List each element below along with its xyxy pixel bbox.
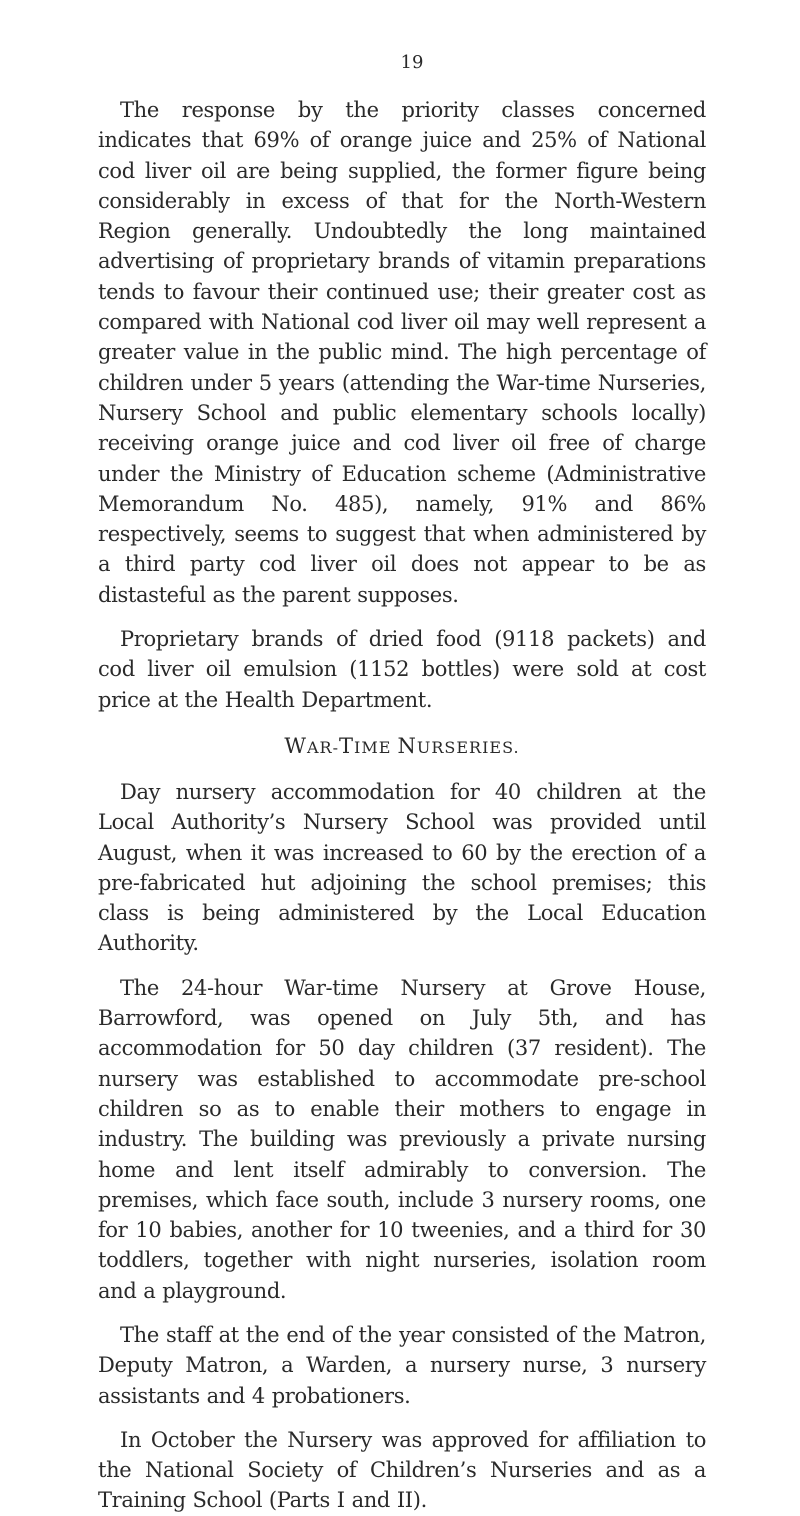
paragraph-staff: The staff at the end of the year consisted of the Matron, Deputy Matron, a Warden, a nursery nurse, 3 nursery assistants and 4 probationers. [98,1322,706,1408]
heading-text: URSERIES. [416,737,520,757]
heading-letter: T [339,733,355,758]
paragraph-day-nursery: Day nursery accommodation for 40 children at the Local Authority’s Nursery School was provided until August, when it was increased to 60 by the erection of a pre-fabricated hut adjoining the school premises; this class is being administered by the Local Education Authority. [98,779,706,956]
heading-letter: N [397,733,417,758]
paragraph-grove-house: The 24-hour War-time Nursery at Grove House, Barrowford, was opened on July 5th, and has accommodation for 50 day children (37 resident). The nursery was established to accommodate pre-school children so as to enable their mothers to engage in industry. The building was previously a private nursing home and lent itself admirably to conversion. The premises, which face south, include 3 nursery rooms, one for 10 babies, another for 10 tweenies, and a third for 30 toddlers, together with night nurseries, isolation room and a playground. [98,975,706,1303]
paragraph-proprietary-brands: Proprietary brands of dried food (9118 packets) and cod liver oil emulsion (1152 bottles) were sold at cost price at the Health Department. [98,627,706,712]
document-page [98,52,706,1516]
paragraph-affiliation: In October the Nursery was approved for affiliation to the National Society of Children’s Nurseries and as a Training School (Parts I and II). [98,1427,706,1513]
paragraph-priority-classes: The response by the priority classes concerned indicates that 69% of orange juice and 25% of National cod liver oil are being supplied, the former figure being considerably in excess of that for the North-Western Region generally. Undoubtedly the long maintained advertising of proprietary brands of vitamin preparations tends to favour their continued use; their greater cost as compared with National cod liver oil may well represent a greater value in the public mind. The high percentage of children under 5 years (attending the War-time Nurseries, Nursery School and public elementary schools locally) receiving orange juice and cod liver oil free of charge under the Ministry of Education scheme (Administrative Memorandum No. 485), namely, 91% and 86% respectively, seems to suggest that when administered by a third party cod liver oil does not appear to be as distasteful as the parent supposes. [98,98,706,607]
heading-text: AR- [307,737,340,757]
heading-text: IME [354,737,398,757]
section-heading-war-time-nurseries [98,733,706,761]
heading-letter: W [284,733,307,758]
page-number: 19 [400,52,424,73]
